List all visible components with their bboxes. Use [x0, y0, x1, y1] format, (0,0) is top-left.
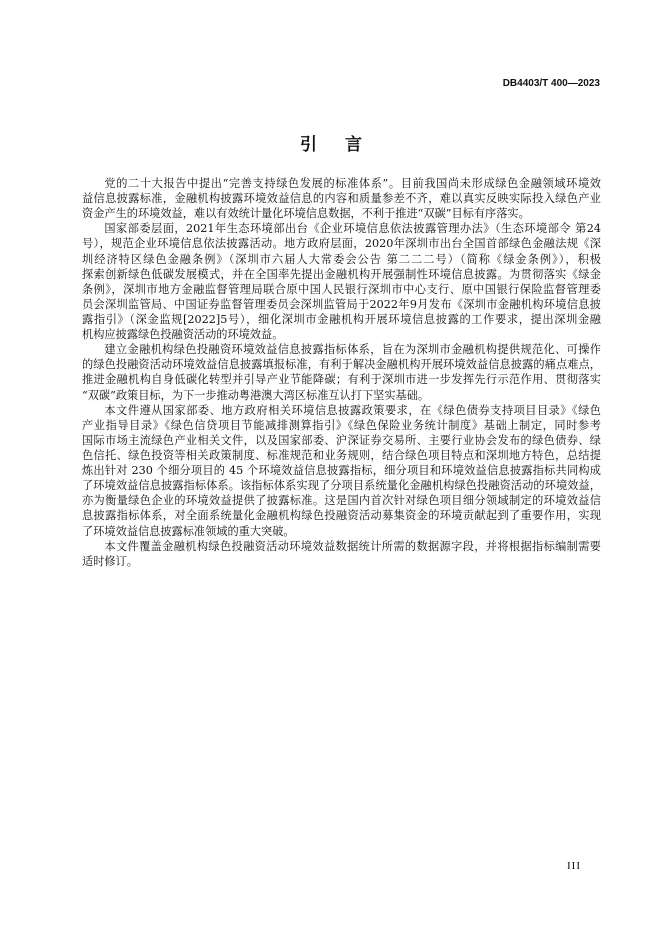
paragraph-line: 推进金融机构自身低碳化转型并引导产业节能降碳；有利于深圳市进一步发挥先行示范作用、贯彻落实 [82, 373, 601, 387]
paragraph-line: 本文件遵从国家部委、地方政府相关环境信息披露政策要求，在《绿色债券支持项目目录》《绿色 [104, 403, 601, 417]
paragraph-line: 息披露指标体系，对全面系统量化金融机构绿色投融资活动募集资金的环境贡献起到了重要作用，实现 [82, 509, 601, 523]
paragraph-line: 了环境效益信息披露标准领域的重大突破。 [82, 524, 295, 538]
paragraph-line: 的绿色投融资活动环境效益信息披露填报标准，有利于解决金融机构开展环境效益信息披露的痛点难点， [82, 358, 601, 372]
paragraph-line: 露指引》（深金监规[2022]5号），细化深圳市金融机构开展环境信息披露的工作要求，提出深圳金融 [82, 312, 601, 326]
document-number: DB4403/T 400—2023 [502, 78, 600, 89]
paragraph-line: 国家部委层面，2021年生态环境部出台《企业环境信息依法披露管理办法》（生态环境部令 第24 [104, 222, 601, 236]
intro-paragraph-3 [82, 342, 601, 402]
paragraph-line: 益信息披露标准，金融机构披露环境效益信息的内容和质量参差不齐，难以真实反映实际投入绿色产业 [82, 192, 601, 206]
paragraph-line: 探索创新绿色低碳发展模式，并在全国率先提出金融机构开展强制性环境信息披露。为贯彻落实《绿金 [82, 267, 601, 281]
paragraph-line: 色信托、绿色投资等相关政策制度、标准规范和业务规则，结合绿色项目特点和深圳地方特色，总结提 [82, 448, 601, 462]
paragraph-line: 产业指导目录》《绿色信贷项目节能减排测算指引》《绿色保险业务统计制度》基础上制定，同时参考 [82, 418, 601, 432]
paragraph-line: 国际市场主流绿色产业相关文件，以及国家部委、沪深证券交易所、主要行业协会发布的绿色债券、绿 [82, 433, 601, 447]
paragraph-line: 适时修订。 [82, 554, 138, 568]
paragraph-line: 建立金融机构绿色投融资环境效益信息披露指标体系，旨在为深圳市金融机构提供规范化、可操作 [104, 343, 601, 357]
paragraph-line: 炼出针对 230 个细分项目的 45 个环境效益信息披露指标，细分项目和环境效益信息披露指标共同构成 [82, 464, 601, 478]
section-title: 引 言 [300, 135, 373, 155]
paragraph-line: 条例》，深圳市地方金融监督管理局联合原中国人民银行深圳市中心支行、原中国银行保险监督管理委 [82, 282, 601, 296]
paragraph-line: “双碳”政策目标，为下一步推动粤港澳大湾区标准互认打下坚实基础。 [82, 388, 430, 402]
introduction-body [82, 176, 601, 569]
paragraph-line: 资金产生的环境效益，难以有效统计量化环境信息数据，不利于推进“双碳”目标有序落实。 [82, 207, 530, 221]
paragraph-line: 亦为衡量绿色企业的环境效益提供了披露标准。这是国内首次针对绿色项目细分领域制定的环境效益信 [82, 494, 601, 508]
intro-paragraph-1 [82, 176, 601, 221]
paragraph-line: 员会深圳监管局、中国证券监督管理委员会深圳监管局于2022年9月发布《深圳市金融机构环境信息披 [82, 297, 601, 311]
paragraph-line: 号），规范企业环境信息依法披露活动。地方政府层面，2020年深圳市出台全国首部绿色金融法规《深 [82, 237, 601, 251]
intro-paragraph-4 [82, 403, 601, 539]
paragraph-line: 党的二十大报告中提出“完善支持绿色发展的标准体系”。目前我国尚未形成绿色金融领域环境效 [104, 177, 601, 190]
intro-paragraph-5 [82, 539, 601, 569]
paragraph-line: 了环境效益信息披露指标体系。该指标体系实现了分项目系统量化金融机构绿色投融资活动的环境效益， [82, 479, 601, 493]
intro-paragraph-2 [82, 221, 601, 342]
paragraph-line: 圳经济特区绿色金融条例》（深圳市六届人大常委会公告 第二二二号）（简称《绿金条例》），积极 [82, 252, 601, 266]
paragraph-line: 本文件覆盖金融机构绿色投融资活动环境效益数据统计所需的数据源字段，并将根据指标编制需要 [104, 539, 601, 553]
paragraph-line: 机构应披露绿色投融资活动的环境效益。 [82, 328, 284, 342]
page-number: III [567, 860, 581, 872]
